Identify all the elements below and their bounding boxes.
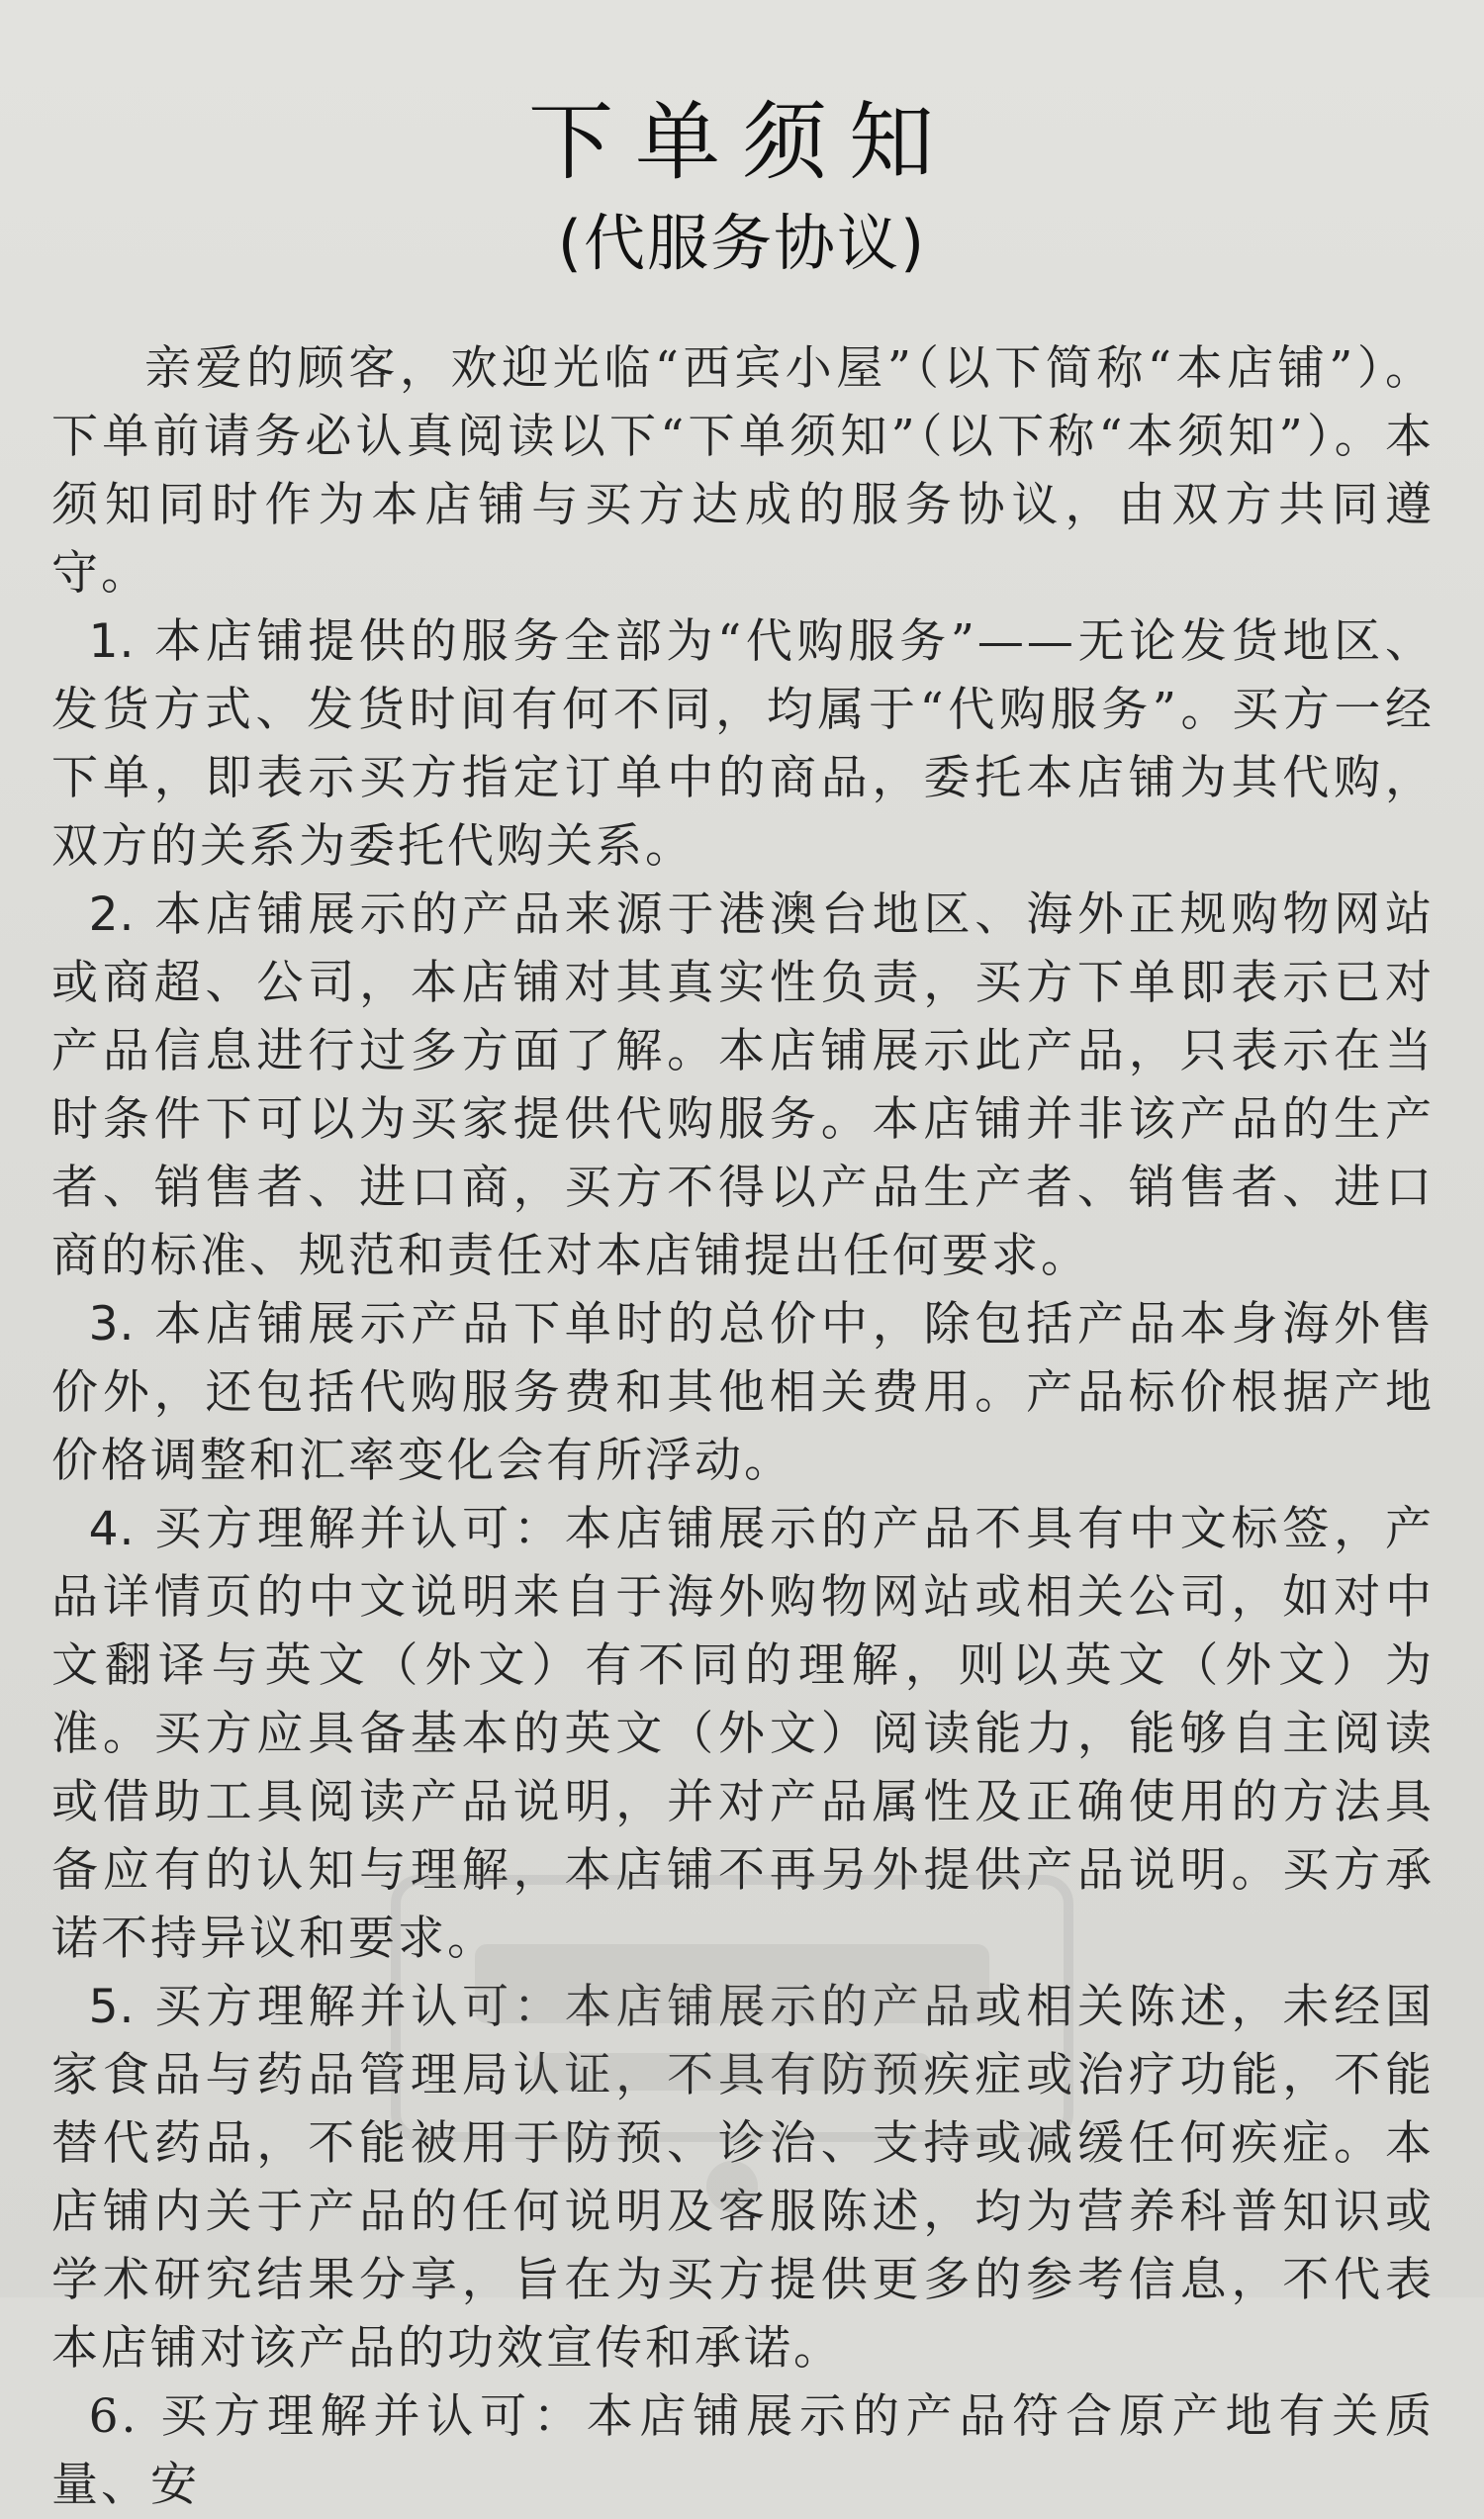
clause-3 [51, 1290, 1435, 1495]
clause-number: 2. [88, 887, 136, 942]
document-body [51, 334, 1435, 2519]
clause-4 [51, 1495, 1435, 1973]
clause-text: 本店铺提供的服务全部为“代购服务”——无论发货地区、发货方式、发货时间有何不同，均属于“代购服务”。买方一经下单，即表示买方指定订单中的商品，委托本店铺为其代购，双方的关系为委托代购关系。 [51, 614, 1435, 874]
clause-number: 4. [88, 1502, 136, 1556]
clause-number: 5. [88, 1980, 136, 2034]
clause-text: 本店铺展示的产品来源于港澳台地区、海外正规购物网站或商超、公司，本店铺对其真实性负责，买方下单即表示已对产品信息进行过多方面了解。本店铺展示此产品，只表示在当时条件下可以为买家提供代购服务。本店铺并非该产品的生产者、销售者、进口商，买方不得以产品生产者、销售者、进口商的标准、规范和责任对本店铺提出任何要求。 [51, 887, 1435, 1283]
clause-1 [51, 607, 1435, 881]
clause-text: 本店铺展示产品下单时的总价中，除包括产品本身海外售价外，还包括代购服务费和其他相关费用。产品标价根据产地价格调整和汇率变化会有所浮动。 [51, 1297, 1435, 1488]
document-title: 下单须知 [528, 93, 956, 192]
clause-2 [51, 881, 1435, 1290]
clause-number: 3. [88, 1297, 136, 1352]
intro-paragraph: 亲爱的顾客，欢迎光临“西宾小屋”（以下简称“本店铺”）。下单前请务必认真阅读以下“下单须知”（以下称“本须知”）。本须知同时作为本店铺与买方达成的服务协议，由双方共同遵守。 [51, 341, 1435, 601]
clause-6-partial: 6. 买方理解并认可：本店铺展示的产品符合原产地有关质量、安 [51, 2389, 1435, 2512]
document-subtitle: (代服务协议) [557, 207, 927, 279]
clause-5 [51, 1973, 1435, 2382]
clause-text: 买方理解并认可：本店铺展示的产品或相关陈述，未经国家食品与药品管理局认证，不具有防预疾症或治疗功能，不能替代药品，不能被用于防预、诊治、支持或减缓任何疾症。本店铺内关于产品的任何说明及客服陈述，均为营养科普知识或学术研究结果分享，旨在为买方提供更多的参考信息，不代表本店铺对该产品的功效宣传和承诺。 [51, 1980, 1435, 2376]
clause-number: 1. [88, 614, 136, 669]
document-header [0, 87, 1484, 285]
clause-text: 买方理解并认可：本店铺展示的产品不具有中文标签，产品详情页的中文说明来自于海外购物网站或相关公司，如对中文翻译与英文（外文）有不同的理解，则以英文（外文）为准。买方应具备基本的英文（外文）阅读能力，能够自主阅读或借助工具阅读产品说明，并对产品属性及正确使用的方法具备应有的认知与理解，本店铺不再另外提供产品说明。买方承诺不持异议和要求。 [51, 1502, 1435, 1966]
